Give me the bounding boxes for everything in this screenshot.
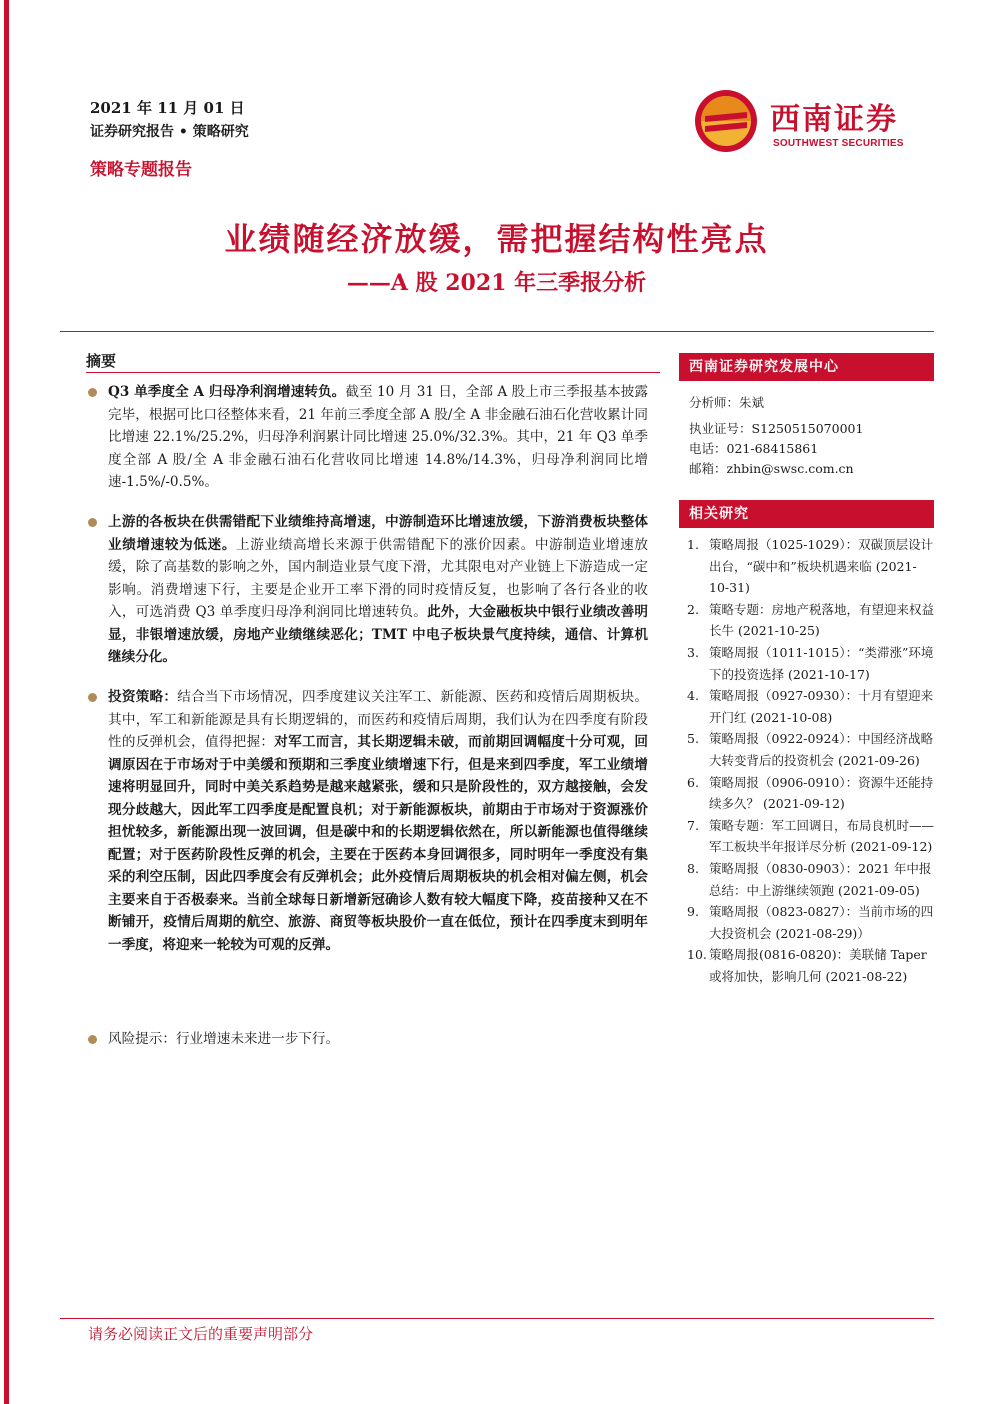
related-research-item[interactable] — [679, 858, 934, 901]
bullet-icon — [88, 518, 97, 527]
footer-disclaimer: 请务必阅读正文后的重要声明部分 — [88, 1325, 314, 1343]
related-research-text: 策略周报(0816-0820)：美联储 Taper 或将加快，影响几何 (2021-08-22) — [709, 947, 927, 984]
related-research-text: 策略周报（1025-1029）：双碳顶层设计出台，“碳中和”板块机遇来临 (2021-10-31) — [709, 537, 934, 596]
bullet-icon — [88, 388, 97, 397]
p4-text: 风险提示：行业增速未来进一步下行。 — [108, 1031, 340, 1047]
p3-text: 结合当下市场情况，四季度建议关注军工、新能源、医药和疫情后周期板块。其中，军工和新能源是具有长期逻辑的，而医药和疫情后周期，我们认为在四季度有阶段性的反弹机会，值得把握： — [108, 689, 648, 750]
related-research-number: 7. — [687, 817, 699, 833]
bullet-icon — [88, 693, 97, 702]
p2-bold: 上游的各板块在供需错配下业绩维持高增速，中游制造环比增速放缓，下游消费板块整体业绩增速较为低迷。 — [108, 514, 648, 553]
related-research-text: 策略周报（1011-1015）：“类滞涨”环境下的投资选择 (2021-10-17) — [709, 644, 934, 682]
p1-bold: Q3 单季度全 A 归母净利润增速转负。 — [108, 384, 346, 400]
license-number: 执业证号：S1250515070001 — [689, 421, 864, 436]
related-research-number: 2. — [687, 601, 699, 617]
related-research-number: 6. — [687, 774, 699, 790]
left-margin-bar — [0, 0, 12, 1404]
related-research-number: 4. — [687, 688, 699, 704]
report-type: 证券研究报告 • 策略研究 — [90, 124, 249, 140]
report-category: 策略专题报告 — [90, 160, 192, 180]
footer-divider — [60, 1318, 934, 1319]
related-research-number: 9. — [687, 904, 699, 920]
p3-bold: 投资策略： — [108, 689, 178, 705]
related-research-item[interactable] — [679, 534, 934, 599]
abstract-heading: 摘要 — [86, 352, 117, 370]
logo-english: SOUTHWEST SECURITIES — [773, 138, 904, 149]
p1-text: 截至 10 月 31 日，全部 A 股上市三季报基本披露完毕，根据可比口径整体来看，21 年前三季度全部 A 股/全 A 非金融石油石化营收累计同比增速 22.1%/25.2%，归母净利润累计同比增速 25.0%/32.3%。其中，21 年 Q3 单季度全部 A 股/全 A 非金融石油石化营收同比增速 14.8%/14.3%，归母净利润同比增速-1.5%/-0.5%。 — [108, 384, 649, 490]
p3-bold-2: 对军工而言，其长期逻辑未破，而前期回调幅度十分可观，回调原因在于市场对于中美缓和预期和三季度业绩增速下行，但是来到四季度，军工业绩增速将明显回升，同时中美关系趋势是越来越紧张，缓和只是阶段性的，双方越接触，会发现分歧越大，因此军工四季度是配置良机；对于新能源板块，前期由于市场对于资源涨价担忧较多，新能源出现一波回调，但是碳中和的长期逻辑依然在，所以新能源也值得继续配置；对于医药阶段性反弹的机会，主要在于医药本身回调很多，同时明年一季度没有集采的利空压制，因此四季度会有反弹机会；此外疫情后周期板块的机会相对偏左侧，机会主要来自于否极泰来。当前全球每日新增新冠确诊人数有较大幅度下降，疫苗接种又在不断铺开，疫情后周期的航空、旅游、商贸等板块股价一直在低位，预计在四季度末到明年一季度，将迎来一轮较为可观的反弹。 — [108, 734, 648, 953]
research-center-title: 西南证券研究发展中心 — [679, 353, 934, 381]
related-research-number: 5. — [687, 731, 699, 747]
related-research-text: 策略周报（0906-0910）：资源牛还能持续多久？ (2021-09-12) — [709, 774, 934, 812]
related-research-text: 策略专题：房地产税落地，有望迎来权益长牛 (2021-10-25) — [709, 601, 935, 639]
related-research-item[interactable] — [679, 815, 934, 858]
logo-name: 西南证券 — [770, 102, 898, 137]
related-research-item[interactable] — [679, 901, 934, 944]
related-research-title: 相关研究 — [679, 500, 934, 528]
bullet-icon — [88, 1035, 97, 1044]
analyst-name: 分析师：朱斌 — [689, 395, 765, 410]
related-research-number: 10. — [687, 947, 707, 963]
related-research-item[interactable] — [679, 642, 934, 685]
related-research-number: 3. — [687, 644, 699, 660]
related-research-text: 策略周报（0830-0903）：2021 年中报总结：中上游继续领跑 (2021-09-05) — [709, 860, 932, 898]
related-research-text: 策略周报（0927-0930）：十月有望迎来开门红 (2021-10-08) — [709, 688, 934, 725]
title-divider — [60, 331, 934, 332]
related-research-item[interactable] — [679, 685, 934, 728]
related-research-text: 策略专题：军工回调日，布局良机时——军工板块半年报详尽分析 (2021-09-12) — [709, 817, 935, 855]
related-research-text: 策略周报（0823-0827）：当前市场的四大投资机会 (2021-08-29)） — [709, 904, 934, 941]
research-center-panel — [679, 353, 934, 479]
related-research-panel — [679, 500, 934, 987]
p2-bold-2: 此外，大金融板块中银行业绩改善明显，非银增速放缓，房地产业绩继续恶化；TMT 中电子板块景气度持续，通信、计算机继续分化。 — [108, 604, 649, 665]
related-research-item[interactable] — [679, 728, 934, 771]
related-research-text: 策略周报（0922-0924）：中国经济战略大转变背后的投资机会 (2021-09-26) — [709, 731, 934, 768]
related-research-item[interactable] — [679, 772, 934, 815]
related-research-list — [679, 534, 934, 987]
red-stripe — [4, 0, 9, 1404]
report-title: 业绩随经济放缓，需把握结构性亮点 — [224, 220, 769, 258]
related-research-item[interactable] — [679, 599, 934, 642]
abstract-paragraph-2 — [88, 511, 648, 669]
p2-text: 上游业绩高增长来源于供需错配下的涨价因素。中游制造业增速放缓，除了高基数的影响之外，国内制造业景气度下滑，尤其限电对产业链上下游造成一定影响。消费增速下行，主要是企业开工率下滑的同时疫情反复，也影响了各行各业的收入，可选消费 Q3 单季度归母净利润同比增速转负。 — [108, 536, 648, 620]
related-research-number: 8. — [687, 860, 699, 876]
logo-emblem-icon — [693, 88, 759, 154]
related-research-item[interactable] — [679, 944, 934, 987]
phone-number: 电话：021-68415861 — [689, 441, 819, 456]
company-logo — [693, 86, 933, 156]
abstract-paragraph-1 — [88, 381, 648, 494]
report-date: 2021 年 11 月 01 日 — [90, 99, 245, 117]
abstract-divider — [86, 372, 660, 373]
email-address: 邮箱：zhbin@swsc.com.cn — [689, 461, 854, 476]
abstract-paragraph-3 — [88, 686, 648, 956]
abstract-paragraph-4 — [88, 1028, 648, 1051]
report-subtitle: ——A 股 2021 年三季报分析 — [346, 270, 647, 296]
related-research-number: 1. — [687, 537, 699, 552]
